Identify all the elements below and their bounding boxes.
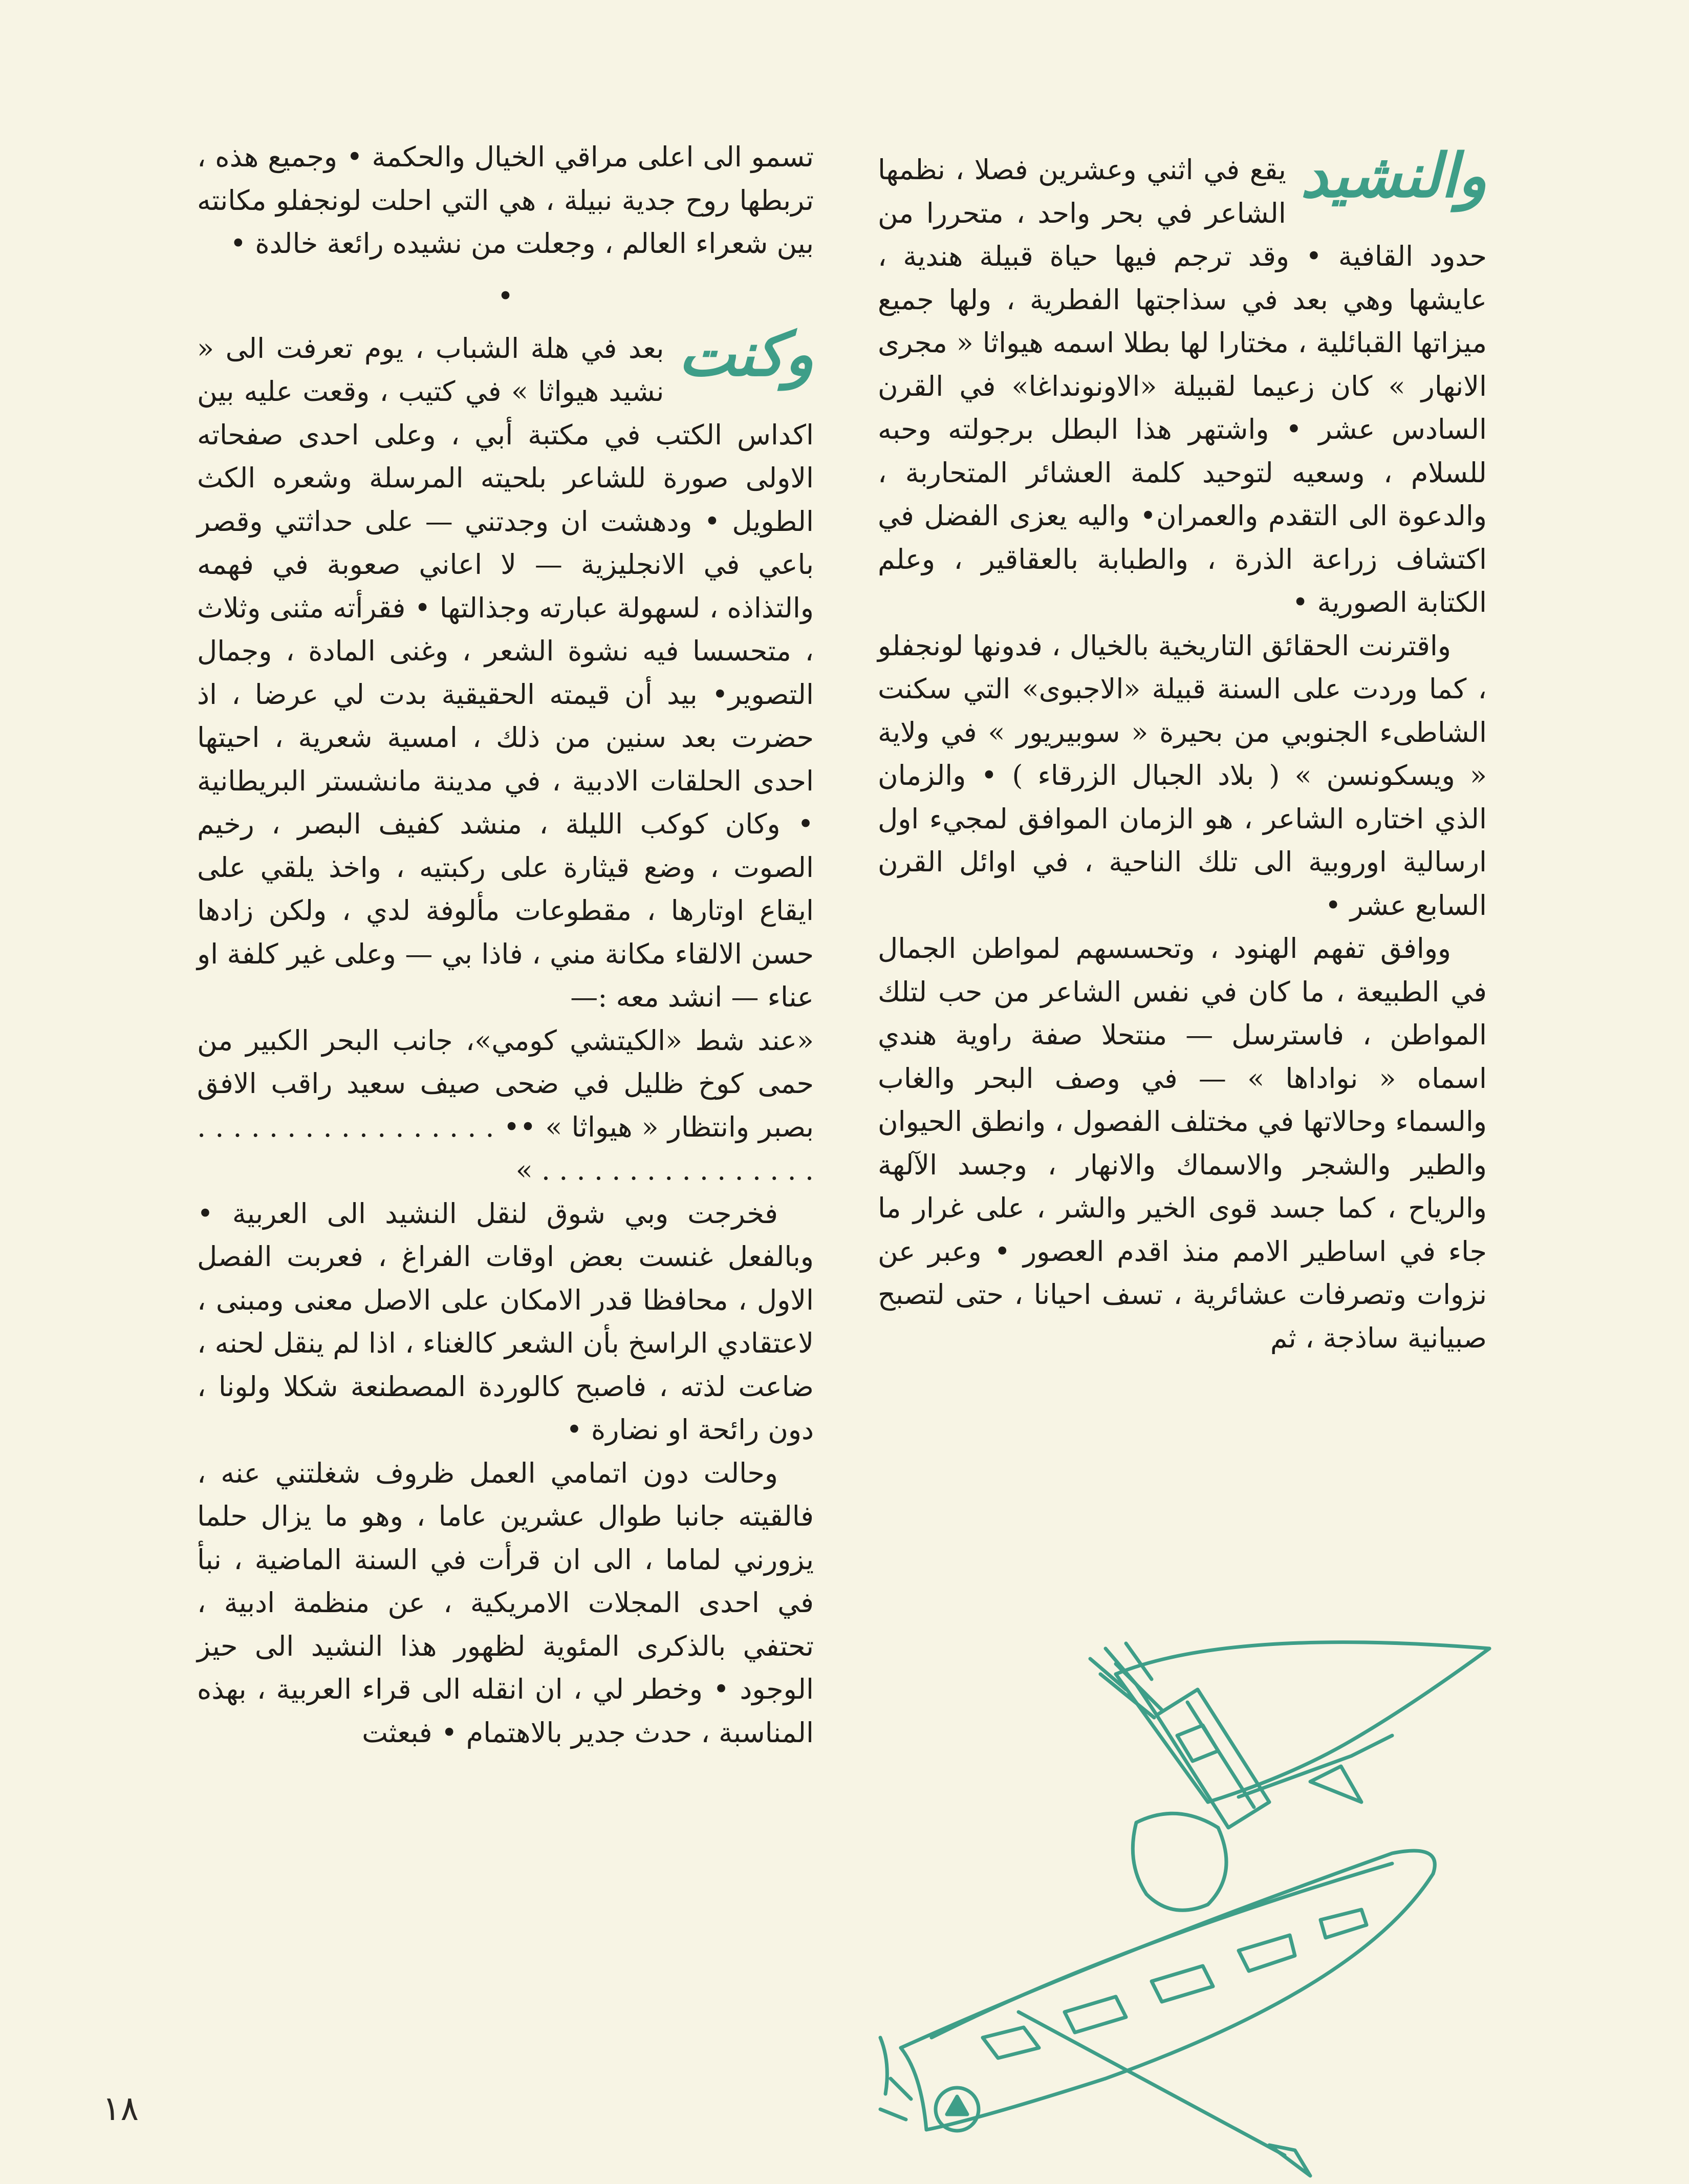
- canoe-icon: [880, 1851, 1435, 2176]
- right-column: [878, 140, 1487, 1360]
- section-heading-and-i-was: وكنت: [678, 318, 814, 390]
- section-separator: •: [497, 280, 514, 312]
- right-paragraph-2: واقترنت الحقائق التاريخية بالخيال ، فدونها لونجفلو ، كما وردت على السنة قبيلة «الاجبوى» التي سكنت الشاطىء الجنوبي من بحيرة « سوبيريور » في ولاية « ويسكونسن » ( بلاد الجبال الزرقاء ) • والزمان الذي اختاره الشاعر ، هو الزمان الموافق لمجيء اول ارسالية اوروبية الى تلك الناحية ، في اوائل القرن السابع عشر •: [878, 629, 1487, 922]
- left-paragraph-1: [197, 318, 814, 1019]
- left-intro-paragraph: تسمو الى اعلى مراقي الخيال والحكمة • وجميع هذه ، تربطها روح جدية نبيلة ، هي التي احلت لونجفلو مكانته بين شعراء العالم ، وجعلت من نشيده رائعة خالدة •: [197, 141, 814, 260]
- left-paragraph-1-text: بعد في هلة الشباب ، يوم تعرفت الى « نشيد هيواثا » في كتيب ، وقعت عليه بين اكداس الكتب في مكتبة أبي ، وعلى احدى صفحاته الاولى صورة للشاعر بلحيته المرسلة وشعره الكث الطويل • ودهشت ان وجدتني — على حداثتي وقصر باعي في الانجليزية — لا اعاني صعوبة في فهمه والتذاذه ، لسهولة عبارته وجذالتها • فقرأته مثنى وثلاث ، متحسسا فيه نشوة الشعر ، وغنى المادة ، وجمال التصوير• بيد أن قيمته الحقيقية بدت لي عرضا ، اذ حضرت بعد سنين من ذلك ، امسية شعرية ، احيتها احدى الحلقات الادبية ، في مدينة مانشستر البريطانية • وكان كوكب الليلة ، منشد كفيف البصر ، رخيم الصوت ، وضع قيثارة على ركبتيه ، واخذ يلقي على ايقاع اوتارها ، مقطوعات مألوفة لدي ، ولكن زادها حسن الالقاء مكانة مني ، فاذا بي — وعلى غير كلفة او عناء — انشد معه :—: [197, 332, 814, 1013]
- page-number: ١٨: [102, 2089, 139, 2128]
- left-column: [197, 136, 814, 1754]
- right-paragraph-1: [878, 140, 1487, 625]
- right-paragraph-3: ووافق تفهم الهنود ، وتحسسهم لمواطن الجمال في الطبيعة ، ما كان في نفس الشاعر من حب لتلك المواطن ، فاسترسل — منتحلا صفة راوية هندي اسماه « نواداها » — في وصف البحر والغاب والسماء وحالاتها في مختلف الفصول ، وانطق الحيوان والطير والشجر والاسماك والانهار ، وجسد الآلهة والرياح ، كما جسد قوى الخير والشر ، على غرار ما جاء في اساطير الامم منذ اقدم العصور • وعبر عن نزوات وتصرفات عشائرية ، تسف احيانا ، حتى لتصبح صبيانية ساذجة ، ثم: [878, 932, 1487, 1354]
- poem-quote: «عند شط «الكيتشي كومي»، جانب البحر الكبير من حمى كوخ ظليل في ضحى صيف سعيد راقب الافق بصبر وانتظار « هيواثا » •• . . . . . . . . . . . . . . . . . . . . . . . . . . . . . . . . . »: [197, 1024, 814, 1186]
- left-paragraph-3: فخرجت وبي شوق لنقل النشيد الى العربية • وبالفعل غنست بعض اوقات الفراغ ، فعربت الفصل الاول ، محافظا قدر الامكان على الاصل معنى ومبنى ، لاعتقادي الراسخ بأن الشعر كالغناء ، اذا لم ينقل لحنه ، ضاعت لذته ، فاصبح كالوردة المصطنعة شكلا ولونا ، دون رائحة او نضارة •: [197, 1197, 814, 1446]
- right-paragraph-1-text: يقع في اثني وعشرين فصلا ، نظمها الشاعر في بحر واحد ، متحررا من حدود القافية • وقد ترجم فيها حياة قبيلة هندية ، عايشها وهي بعد في سذاجتها الفطرية ، ولها جميع ميزاتها القبائلية ، مختارا لها بطلا اسمه هيواثا « مجرى الانهار » كان زعيما لقبيلة «الاونونداغا» في القرن السادس عشر • واشتهر هذا البطل برجولته وحبه للسلام ، وسعيه لتوحيد كلمة العشائر المتحاربة ، والدعوة الى التقدم والعمران• واليه يعزى الفضل في اكتشاف زراعة الذرة ، والطبابة بالعقاقير ، وعلم الكتابة الصورية •: [878, 154, 1487, 618]
- section-heading-anthem: والنشيد: [1300, 140, 1487, 211]
- quiver-and-bow-icon: [1090, 1642, 1489, 1911]
- native-american-illustration: [850, 1587, 1669, 2184]
- left-paragraph-4: وحالت دون اتمامي العمل ظروف شغلتني عنه ، فالقيته جانبا طوال عشرين عاما ، وهو ما يزال حلما يزورني لماما ، الى ان قرأت في السنة الماضية ، نبأ في احدى المجلات الامريكية ، عن منظمة ادبية ، تحتفي بالذكرى المئوية لظهور هذا النشيد الى حيز الوجود • وخطر لي ، ان انقله الى قراء العربية ، بهذه المناسبة ، حدث جدير بالاهتمام • فبعثت: [197, 1457, 814, 1749]
